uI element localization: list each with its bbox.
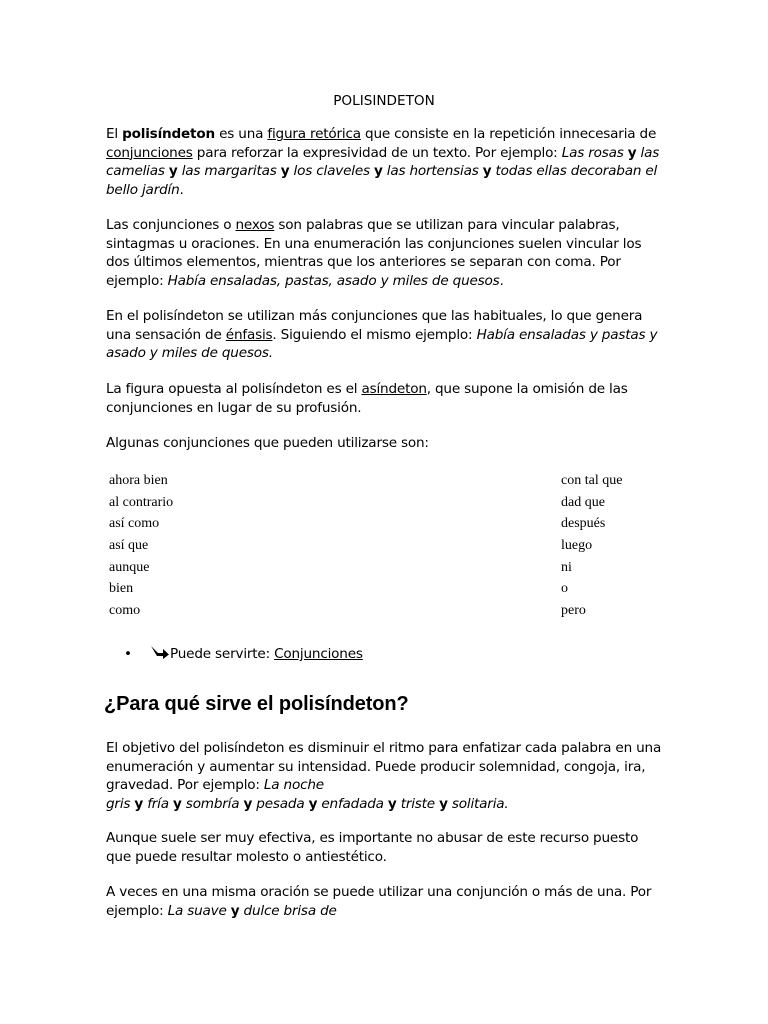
paragraph-nexos: Las conjunciones o nexos son palabras que se utilizan para vincular palabras, sintagmas u oraciones. En una enumeración las conjunciones suelen vincular los dos últimos elementos, mientras que los anteriores se separan con coma. Por ejemplo: Había ensaladas, pastas, asado y miles de quesos. bbox=[106, 217, 642, 289]
bullet-dot: • bbox=[124, 646, 132, 662]
paragraph-asindeton: La figura opuesta al polisíndeton es el asíndeton, que supone la omisión de las conjunciones en lugar de su profusión. bbox=[106, 381, 628, 416]
example-ensaladas-polisindeton: Había ensaladas y pastas y asado y miles de quesos. bbox=[106, 326, 658, 361]
example-brisa: La suave y dulce brisa de bbox=[167, 902, 337, 919]
list-item: dad que bbox=[561, 494, 605, 510]
list-item: como bbox=[109, 603, 141, 619]
example-noche: gris y fría y sombría y pesada y enfadada y triste y solitaria. bbox=[106, 795, 509, 812]
link-nexos[interactable]: nexos bbox=[235, 217, 275, 233]
term-polisindeton: polisíndeton bbox=[122, 126, 215, 142]
list-item: luego bbox=[561, 538, 593, 554]
document-title: POLISINDETON bbox=[333, 93, 435, 109]
link-asindeton[interactable]: asíndeton bbox=[361, 381, 427, 397]
section-heading: ¿Para qué sirve el polisíndeton? bbox=[104, 693, 409, 715]
paragraph-advertencia: Aunque suele ser muy efectiva, es importante no abusar de este recurso puesto que puede resultar molesto o antiestético. bbox=[106, 830, 639, 865]
related-link-item bbox=[126, 645, 363, 663]
list-item: ni bbox=[561, 559, 572, 575]
list-item: así que bbox=[109, 538, 149, 554]
list-item: después bbox=[561, 516, 606, 532]
list-item: al contrario bbox=[109, 494, 174, 510]
related-label: Puede servirte: bbox=[170, 646, 275, 662]
example-rosas: Las rosas y las camelias y las margaritas y los claveles y las hortensias y todas ellas decoraban el bello jardín bbox=[106, 144, 660, 198]
link-figura-retorica[interactable]: figura retórica bbox=[267, 126, 361, 142]
list-item: así como bbox=[109, 516, 160, 532]
list-item: bien bbox=[109, 581, 134, 597]
arrow-icon bbox=[150, 645, 170, 660]
list-item: aunque bbox=[109, 559, 150, 575]
conjunctions-list-left bbox=[109, 470, 173, 622]
paragraph-enfasis: En el polisíndeton se utilizan más conjunciones que las habituales, lo que genera una sensación de énfasis. Siguiendo el mismo ejemplo: Había ensaladas y pastas y asado y miles de quesos. bbox=[106, 308, 658, 361]
paragraph-definition: El polisíndeton es una figura retórica que consiste en la repetición innecesaria de conjunciones para reforzar la expresividad de un texto. Por ejemplo: Las rosas y las camelias y las margaritas y los claveles y las hortensias y todas ellas decoraban el bello jardín. bbox=[106, 126, 660, 198]
conjunctions-list-right bbox=[561, 470, 622, 622]
paragraph-objetivo: El objetivo del polisíndeton es disminuir el ritmo para enfatizar cada palabra en una enumeración y aumentar su intensidad. Puede producir solemnidad, congoja, ira, gravedad. Por ejemplo: La noche gris y fría y sombría y pesada y enfadada y triste y solitaria. bbox=[106, 740, 662, 812]
paragraph-varias-conjunciones: A veces en una misma oración se puede utilizar una conjunción o más de una. Por ejemplo: La suave y dulce brisa de bbox=[106, 884, 652, 919]
example-ensaladas: Había ensaladas, pastas, asado y miles de quesos bbox=[167, 272, 500, 289]
example-noche-start: La noche bbox=[263, 777, 324, 793]
link-enfasis[interactable]: énfasis bbox=[225, 326, 273, 343]
list-item: ahora bien bbox=[109, 473, 168, 488]
link-conjunciones[interactable]: conjunciones bbox=[106, 144, 193, 161]
link-conjunciones-related[interactable]: Conjunciones bbox=[274, 646, 363, 662]
list-item: con tal que bbox=[561, 473, 623, 488]
list-item: pero bbox=[561, 603, 586, 619]
paragraph-intro-list: Algunas conjunciones que pueden utilizarse son: bbox=[106, 435, 429, 451]
list-item: o bbox=[561, 581, 568, 597]
